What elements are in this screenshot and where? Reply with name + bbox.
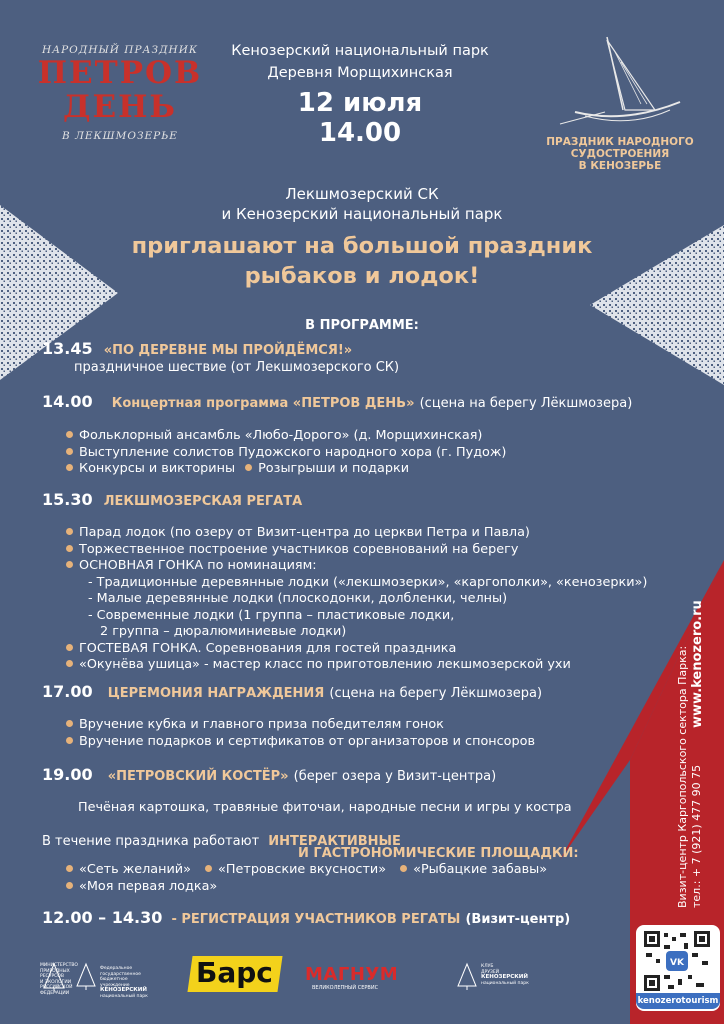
event-2-note: (сцена на берегу Лёкшмозера): [419, 396, 633, 411]
event-2-list: [66, 428, 506, 478]
list-item: Вручение подарков и сертификатов от организаторов и спонсоров: [66, 734, 535, 751]
organizers: [100, 184, 624, 224]
list-item: «Окунёва ушица» - мастер класс по приготовлению лекшмозерской ухи: [66, 657, 647, 674]
bullet-icon: [66, 882, 73, 889]
boat-festival-line1: ПРАЗДНИК НАРОДНОГО: [546, 136, 694, 148]
boat-festival-logo: [545, 32, 695, 182]
logo-title-line1: ПЕТРОВ: [37, 55, 203, 91]
list-item: Выступление солистов Пудожского народного хора (г. Пудож): [66, 445, 506, 462]
program-title: В ПРОГРАММЕ:: [305, 318, 419, 333]
invitation: [60, 231, 664, 291]
invite-line1: приглашают на большой праздник: [131, 233, 593, 259]
event-date: 12 июля: [297, 88, 423, 118]
ministry-text: МИНИСТЕРСТВО ПРИРОДНЫХ РЕСУРСОВ И ЭКОЛОГИИ РОССИЙСКОЙ ФЕДЕРАЦИИ: [40, 963, 78, 996]
bullet-icon: [66, 644, 73, 651]
magnum-subtitle: ВЕЛИКОЛЕПНЫЙ СЕРВИС: [312, 985, 379, 991]
bullet-icon: [66, 448, 73, 455]
park-sponsor-text: Федеральное государственное бюджетное учреждение КЕНОЗЕРСКИЙ национальный парк: [100, 966, 148, 999]
list-item: ОСНОВНАЯ ГОНКА по номинациям:: [66, 558, 647, 575]
boat-festival-title: [545, 136, 695, 172]
qr-code[interactable]: [636, 925, 720, 1011]
event-2: [42, 392, 632, 411]
list-item: Вручение кубка и главного приза победителям гонок: [66, 717, 535, 734]
bullet-icon: [66, 660, 73, 667]
event-1-note: праздничное шествие (от Лекшмозерского СК): [74, 360, 400, 375]
bars-logo: Барс: [196, 956, 273, 989]
registration-time: 12.00 – 14.30: [42, 908, 163, 927]
event-4: [42, 682, 542, 701]
festival-logo: [30, 44, 210, 142]
registration-title: - РЕГИСТРАЦИЯ УЧАСТНИКОВ РЕГАТЫ: [171, 912, 461, 927]
logo-title-line2: ДЕНЬ: [62, 89, 178, 125]
header: [210, 40, 510, 148]
phone-number: тел.: + 7 (921) 477 90 75: [690, 764, 703, 908]
organizer-2: и Кенозерский национальный парк: [221, 205, 503, 223]
village-name: Деревня Морщихинская: [267, 65, 453, 81]
park-name: Кенозерский национальный парк: [231, 43, 489, 59]
event-3-time: 15.30: [42, 490, 93, 509]
event-3-title: ЛЕКШМОЗЕРСКАЯ РЕГАТА: [103, 494, 303, 509]
event-2-time: 14.00: [42, 392, 93, 411]
bullet-icon: [245, 464, 252, 471]
bullet-icon: [66, 545, 73, 552]
list-subitem: - Современные лодки (1 группа – пластиковые лодки,: [88, 607, 455, 623]
logo-top-text: НАРОДНЫЙ ПРАЗДНИК: [42, 44, 198, 56]
list-item: Конкурсы и викторины Розыгрыши и подарки: [66, 461, 506, 478]
bullet-icon: [66, 720, 73, 727]
boat-festival-line3: В КЕНОЗЕРЬЕ: [578, 160, 662, 172]
event-3: [42, 490, 302, 509]
areas-lead: В течение праздника работают: [42, 834, 260, 849]
pine-icon: [74, 962, 98, 990]
list-subitem: - Традиционные деревянные лодки («лекшмозерки», «каргополки», «кенозерки»): [88, 574, 648, 590]
list-item: «Моя первая лодка»: [66, 879, 547, 896]
sailboat-icon: [545, 32, 695, 132]
phone-label: Визит-центр Каргопольского сектора Парка:: [676, 645, 689, 908]
bullet-icon: [66, 865, 73, 872]
event-4-title: ЦЕРЕМОНИЯ НАГРАЖДЕНИЯ: [107, 686, 325, 701]
list-item: Парад лодок (по озеру от Визит-центра до церкви Петра и Павла): [66, 525, 647, 542]
event-2-title: Концертная программа «ПЕТРОВ ДЕНЬ»: [111, 396, 415, 411]
qr-caption: kenozerotourism: [636, 993, 720, 1009]
list-subitem: 2 группа – дюралюминиевые лодки): [100, 624, 347, 639]
bullet-icon: [400, 865, 407, 872]
event-5: [42, 765, 496, 784]
list-item: Торжественное построение участников соревнований на берегу: [66, 542, 647, 559]
bullet-icon: [66, 561, 73, 568]
club-tree-icon: [455, 962, 479, 990]
areas-title-2: И ГАСТРОНОМИЧЕСКИЕ ПЛОЩАДКИ:: [298, 846, 579, 861]
list-item: ГОСТЕВАЯ ГОНКА. Соревнования для гостей праздника: [66, 641, 647, 658]
event-1: [42, 339, 352, 358]
magnum-logo: МАГНУМ: [305, 964, 399, 985]
registration-note: (Визит-центр): [465, 912, 571, 927]
contacts-phone-line: [676, 618, 689, 908]
bullet-icon: [205, 865, 212, 872]
list-item: Фольклорный ансамбль «Любо-Дорого» (д. Морщихинская): [66, 428, 506, 445]
club-text: КЛУБ ДРУЗЕЙ КЕНОЗЕРСКИЙ национальный парк: [481, 964, 529, 986]
event-5-title: «ПЕТРОВСКИЙ КОСТЁР»: [107, 769, 289, 784]
invite-line2: рыбаков и лодок!: [244, 263, 480, 289]
event-4-time: 17.00: [42, 682, 93, 701]
areas-title-1: ИНТЕРАКТИВНЫЕ: [268, 834, 401, 849]
areas-list: [66, 862, 547, 895]
boat-festival-line2: СУДОСТРОЕНИЯ: [570, 148, 670, 160]
registration: [42, 908, 570, 927]
event-time: 14.00: [318, 118, 402, 148]
event-1-title: «ПО ДЕРЕВНЕ МЫ ПРОЙДЁМСЯ!»: [103, 343, 353, 358]
event-5-note: (берег озера у Визит-центра): [293, 769, 497, 784]
list-item: «Сеть желаний» «Петровские вкусности» «Рыбацкие забавы»: [66, 862, 547, 879]
bullet-icon: [66, 528, 73, 535]
bullet-icon: [66, 737, 73, 744]
organizer-1: Лекшмозерский СК: [285, 185, 439, 203]
list-subitem: - Малые деревянные лодки (плоскодонки, долбленки, челны): [88, 591, 508, 606]
logo-bottom-text: В ЛЕКШМОЗЕРЬЕ: [62, 130, 178, 142]
event-1-time: 13.45: [42, 339, 93, 358]
event-5-desc: Печёная картошка, травяные фиточаи, народные песни и игры у костра: [78, 800, 572, 815]
bullet-icon: [66, 464, 73, 471]
website-link[interactable]: www.kenozero.ru: [690, 600, 705, 728]
event-4-note: (сцена на берегу Лёкшмозера): [329, 686, 543, 701]
qr-pattern-icon: [644, 931, 710, 991]
bullet-icon: [66, 431, 73, 438]
event-3-list: [66, 525, 647, 674]
svg-text:VK: VK: [670, 958, 684, 968]
event-4-list: [66, 717, 535, 750]
event-5-time: 19.00: [42, 765, 93, 784]
